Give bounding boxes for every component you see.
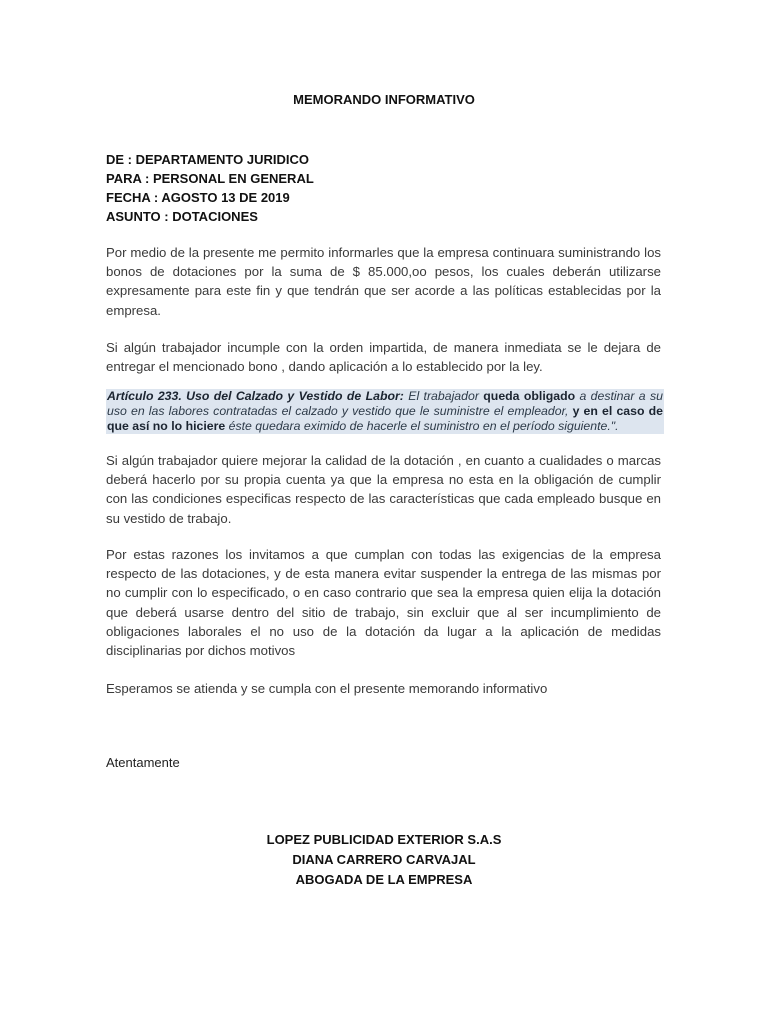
article-text-1: El trabajador (403, 389, 484, 403)
memo-header (106, 150, 314, 226)
article-text-3: éste quedara eximido de hacerle el suministro en el período siguiente.". (225, 419, 619, 433)
article-heading: Artículo 233. Uso del Calzado y Vestido de Labor: (107, 389, 404, 403)
paragraph-1: Por medio de la presente me permito informarles que la empresa continuara suministrando los bonos de dotaciones por la suma de $ 85.000,oo pesos, los cuales deberán utilizarse expresamente para este fin y que tendrán que ser acorde a las políticas establecidas por la empresa. (106, 245, 661, 318)
closing: Atentamente (106, 755, 180, 770)
signature-company: LOPEZ PUBLICIDAD EXTERIOR S.A.S (266, 832, 502, 847)
memo-title: MEMORANDO INFORMATIVO (293, 92, 475, 107)
paragraph-5: Esperamos se atienda y se cumpla con el presente memorando informativo (106, 681, 548, 696)
signature-role: ABOGADA DE LA EMPRESA (295, 872, 473, 887)
header-from: DE : DEPARTAMENTO JURIDICO (106, 152, 309, 167)
article-quote (106, 389, 664, 434)
paragraph-2: Si algún trabajador incumple con la orden impartida, de manera inmediata se le dejara de entregar el mencionado bono , dando aplicación a lo establecido por la ley. (106, 340, 661, 375)
paragraph-3: Si algún trabajador quiere mejorar la calidad de la dotación , en cuanto a cualidades o marcas deberá hacerlo por su propia cuenta ya que la empresa no esta en la obligación de cumplir con las condiciones especificas respecto de las características que cada empleado busque en su vestido de trabajo. (106, 453, 661, 526)
paragraph-4: Por estas razones los invitamos a que cumplan con todas las exigencias de la empresa respecto de las dotaciones, y de esta manera evitar suspender la entrega de las mismas por no cumplir con lo especificado, o en caso contrario que sea la empresa quien elija la dotación que deberá usarse dentro del sitio de trabajo, sin excluir que al ser incumplimiento de obligaciones laborales el no uso de la dotación da lugar a la aplicación de medidas disciplinarias por dichos motivos (106, 547, 661, 659)
signature-name: DIANA CARRERO CARVAJAL (292, 852, 476, 867)
article-bold-2: y en el caso de que así no lo hiciere (107, 404, 663, 433)
signature-block (0, 830, 768, 890)
header-date: FECHA : AGOSTO 13 DE 2019 (106, 190, 290, 205)
header-subject: ASUNTO : DOTACIONES (106, 209, 258, 224)
article-bold-1: queda obligado (483, 389, 576, 403)
article-text-2: a destinar a su uso en las labores contratadas el calzado y vestido que le suministre el empleador, (107, 389, 663, 418)
header-to: PARA : PERSONAL EN GENERAL (106, 171, 314, 186)
